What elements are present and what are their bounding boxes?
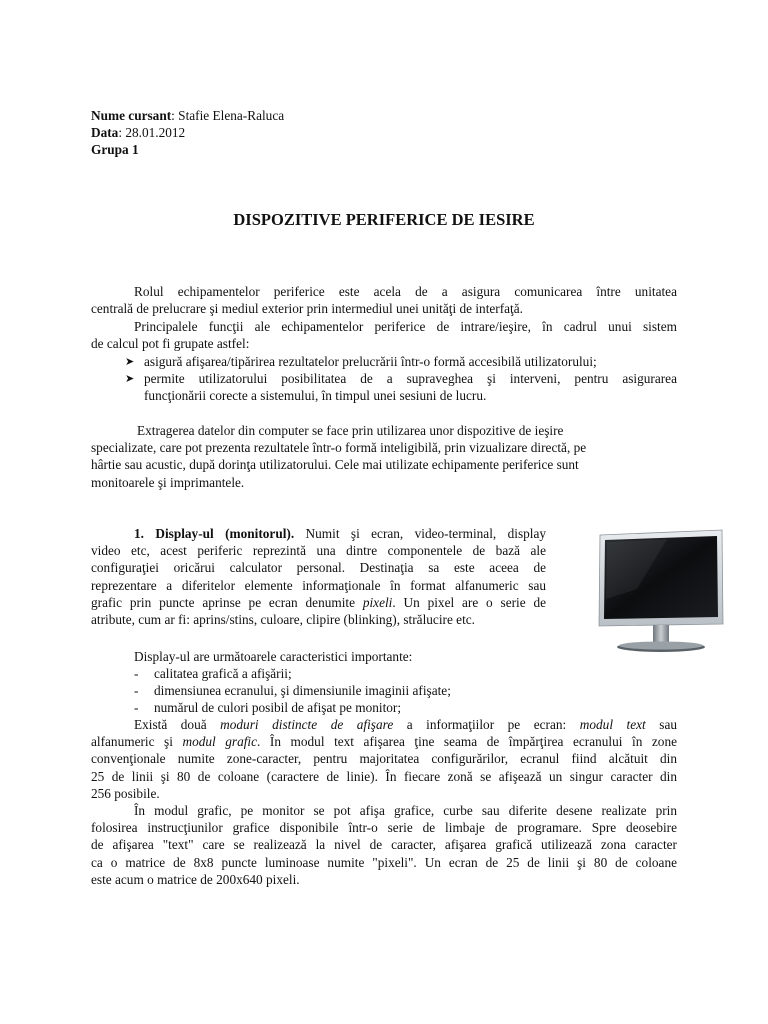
text-line [91,716,677,733]
text-line: În modul grafic, pe monitor se pot afişa grafice, curbe sau diferite desene realizate prin [134,803,677,818]
text-line: centrală de prelucrare şi mediul exterior prin intermediul unei unităţi de interfaţă. [91,301,523,317]
intro-paragraph-1 [91,283,677,317]
bullet-text: funcţionării corecte a sistemului, în timpul unei sesiuni de lucru. [144,388,487,404]
text-line: Extragerea datelor din computer se face prin utilizarea unor dispozitive de ieşire [137,423,564,438]
bullet-text: asigură afişarea/tipărirea rezultatelor prelucrării într-o formă accesibilă utilizatorului; [144,354,597,369]
list-item [127,370,677,404]
text-fragment: alfanumeric şi [91,734,183,750]
text-line: configuraţiei oricărui calculator personal. Destinaţia sa este aceea de [91,560,546,576]
text-fragment: . Un pixel are o serie de [392,594,546,610]
arrow-bullet-icon: ➤ [125,355,135,368]
text-line [91,733,677,750]
text-fragment: grafic prin puncte aprinse pe ecran denumite [91,594,363,610]
text-line: 25 de linii şi 80 de coloane (caractere de linie). În fiecare zonă se afişează un singur caracter din [91,768,677,784]
intro-paragraph-2 [91,318,677,352]
list-item [127,353,677,370]
text-fragment: . În modul text afişarea ţine seama de împărţirea ecranului în zone [257,734,677,750]
text-line: reprezentare a diferitelor elemente informaţionale în format alfanumeric sau [91,577,546,593]
text-line: folosirea instrucţiunilor grafice disponibile într-o serie de limbaje de programare. Spre deosebire [91,820,677,836]
display-paragraph [91,525,546,628]
group-line: Grupa 1 [91,142,139,157]
text-fragment: a informaţiilor pe ecran: [393,717,580,732]
date-label: Data [91,125,119,140]
document-title: DISPOZITIVE PERIFERICE DE IESIRE [233,210,535,229]
date-value: : 28.01.2012 [118,125,186,140]
text-fragment: Numit şi ecran, video-terminal, display [294,526,547,541]
characteristics-intro: Display-ul are următoarele caracteristici importante: [134,649,413,664]
emphasis: modul text [579,717,646,732]
text-line: convenţionale numite zone-caracter, pentru majoritatea configurărilor, ecranul fiind alcătuit din [91,751,677,767]
text-fragment: Există două [134,717,221,732]
list-item-text: dimensiunea ecranului, şi dimensiunile imaginii afişate; [154,683,451,698]
graphic-mode-paragraph [91,802,677,888]
emphasis: moduri distincte de afişare [220,717,394,732]
text-line: video etc, acest periferic reprezintă una dintre componentele de bază ale [91,543,546,559]
list-item-text: calitatea grafică a afişării; [154,666,292,681]
emphasis: pixeli [362,594,393,610]
student-name-line [91,108,284,125]
monitor-image [597,529,725,656]
arrow-bullet-icon: ➤ [125,372,135,385]
text-line: de calcul pot fi grupate astfel: [91,336,250,352]
list-item-text: numărul de culori posibil de afişat pe monitor; [154,700,402,715]
emphasis: modul grafic [182,734,258,750]
text-line: Principalele funcţii ale echipamentelor periferice de intrare/ieşire, în cadrul unui sistem [134,319,677,334]
text-line: ca o matrice de 8x8 puncte luminoase numite "pixeli". Un ecran de 25 de linii şi 80 de coloane [91,854,677,870]
text-fragment: sau [645,717,677,732]
text-line: este acum o matrice de 200x640 pixeli. [91,871,300,887]
text-line: monitoarele şi imprimantele. [91,474,245,490]
text-line [91,594,546,611]
bullet-text: permite utilizatorului posibilitatea de a supraveghea şi interveni, pentru asigurarea [144,371,677,386]
student-name-label: Nume cursant [91,108,172,123]
extract-paragraph [91,422,677,491]
date-line [91,125,185,142]
text-line: 256 posibile. [91,785,160,801]
display-modes-paragraph [91,716,677,802]
text-line: Rolul echipamentelor periferice este acela de a asigura comunicarea între unitatea [134,284,677,299]
text-line: atribute, cum ar fi: aprins/stins, culoare, clipire (blinking), strălucire etc. [91,611,475,627]
text-line: specializate, care pot prezenta rezultatele într-o formă inteligibilă, prin vizualizare directă, pe [91,440,587,456]
student-name-value: : Stafie Elena-Raluca [171,108,285,123]
section-heading: 1. Display-ul (monitorul). [134,526,295,541]
text-line: de afişarea "text" care se realizează la nivel de caracter, afişarea grafică utilizează zona caracter [91,837,677,853]
text-line: hârtie sau acustic, după dorinţa utilizatorului. Cele mai utilizate echipamente periferice sunt [91,457,579,473]
text-line [91,525,546,542]
